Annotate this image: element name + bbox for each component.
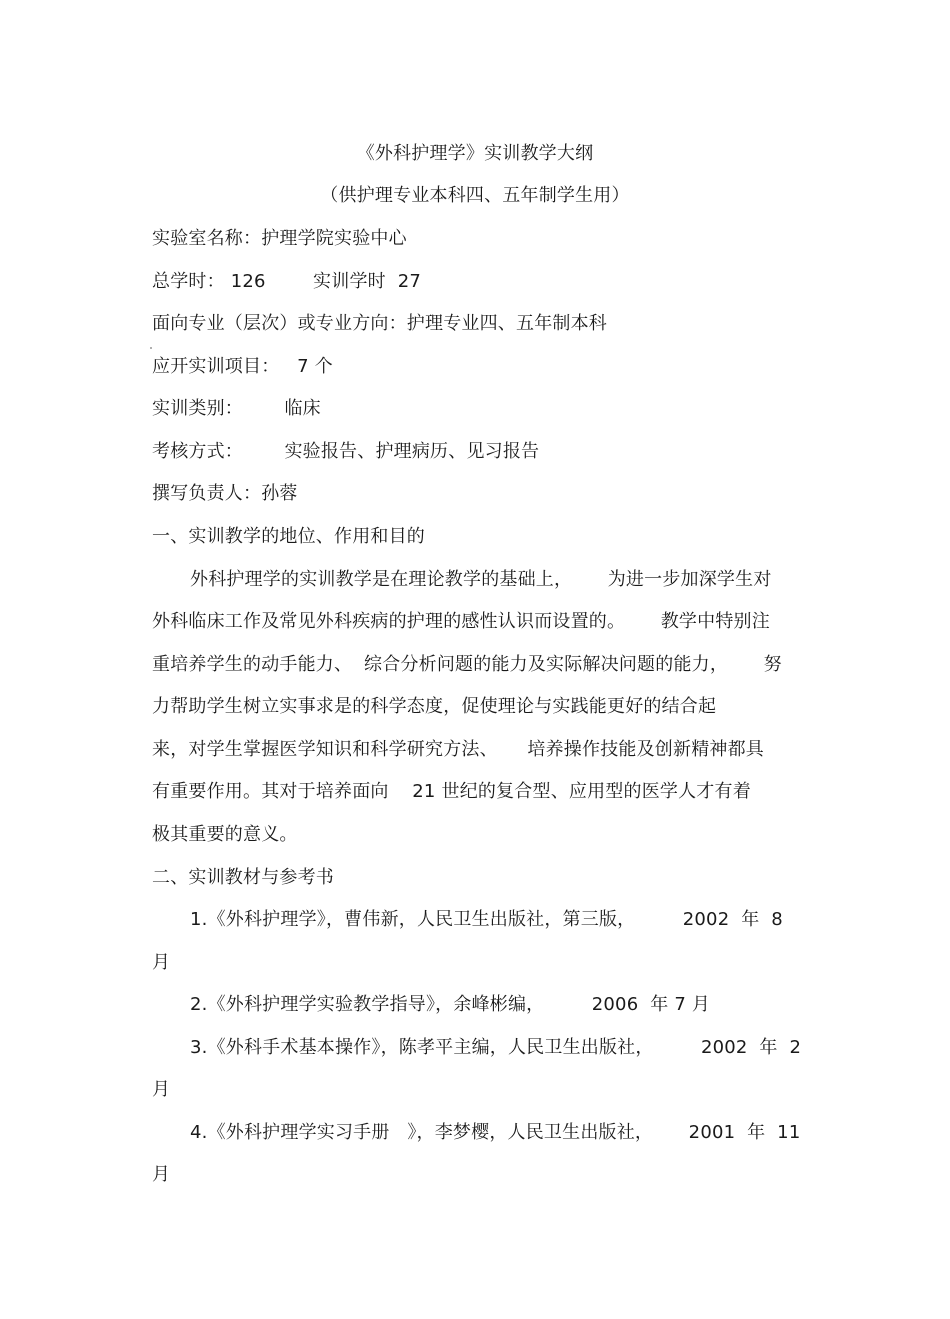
document-subtitle: （供护理专业本科四、五年制学生用） [320,185,630,206]
document-title: 《外科护理学》实训教学大纲 [356,143,594,164]
section-2-heading: 二、实训教材与参考书 [152,867,334,888]
reference-item: 3.《外科手术基本操作》，陈孝平主编，人民卫生出版社， 2002 年 2 [190,1037,802,1058]
reference-item: 4.《外科护理学实习手册 》，李梦樱，人民卫生出版社， 2001 年 11 [190,1122,801,1143]
lab-name: 实验室名称：护理学院实验中心 [152,228,407,249]
section-1-paragraph-line: 有重要作用。其对于培养面向 21 世纪的复合型、应用型的医学人才有着 [152,781,751,802]
section-1-paragraph-line: 外科临床工作及常见外科疾病的护理的感性认识而设置的。 教学中特别注 [152,611,770,632]
reference-item-continued: 月 [152,952,171,973]
target-major: 面向专业（层次）或专业方向：护理专业四、五年制本科 [152,313,607,334]
scan-speck [150,347,152,349]
reference-item-continued: 月 [152,1079,171,1100]
total-hours: 总学时： 126 实训学时 27 [152,271,421,292]
section-1-paragraph-line: 重培养学生的动手能力、 综合分析问题的能力及实际解决问题的能力， 努 [152,654,782,675]
section-1-paragraph-line: 外科护理学的实训教学是在理论教学的基础上， 为进一步加深学生对 [190,569,772,590]
section-1-paragraph-line: 来，对学生掌握医学知识和科学研究方法、 培养操作技能及创新精神都具 [152,739,765,760]
author: 撰写负责人：孙蓉 [152,483,298,504]
section-1-heading: 一、实训教学的地位、作用和目的 [152,526,425,547]
project-count: 应开实训项目： 7 个 [152,356,333,377]
section-1-paragraph-line: 力帮助学生树立实事求是的科学态度，促使理论与实践能更好的结合起 [152,696,717,717]
section-1-paragraph-line: 极其重要的意义。 [152,824,298,845]
reference-item: 1.《外科护理学》，曹伟新，人民卫生出版社，第三版， 2002 年 8 [190,909,783,930]
assessment-method: 考核方式： 实验报告、护理病历、见习报告 [152,441,540,462]
reference-item: 2.《外科护理学实验教学指导》，余峰彬编， 2006 年 7 月 [190,994,711,1015]
training-category: 实训类别： 临床 [152,398,321,419]
reference-item-continued: 月 [152,1164,171,1185]
